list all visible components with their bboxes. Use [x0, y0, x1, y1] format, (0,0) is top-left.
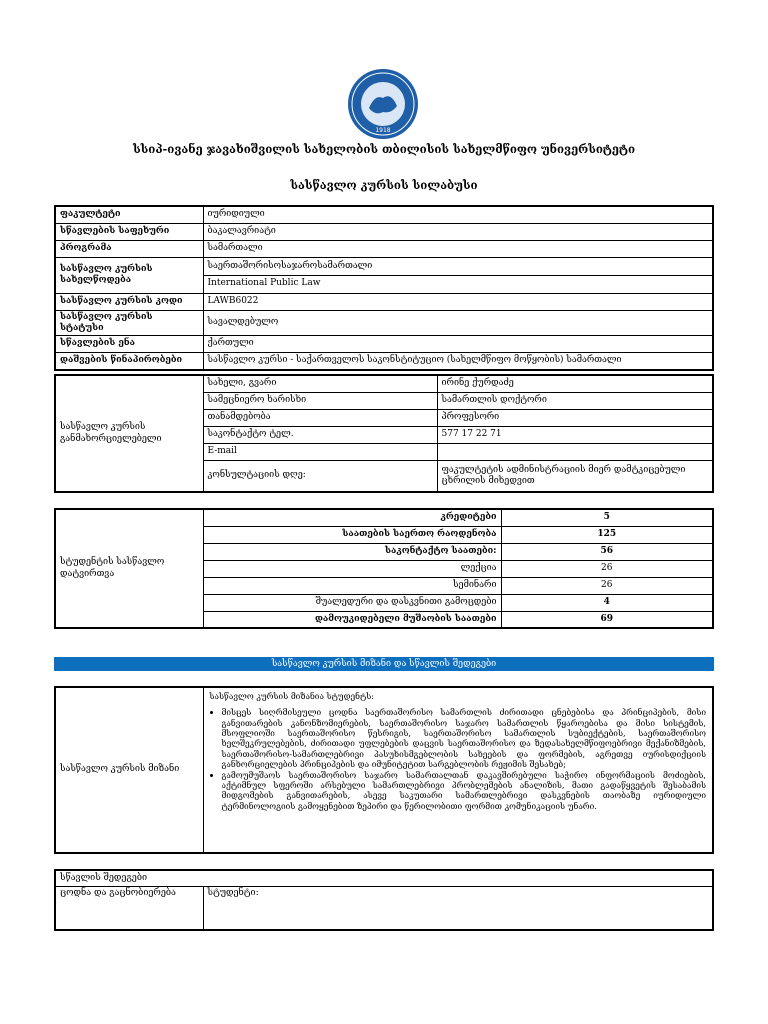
table-row — [55, 240, 713, 257]
prerequisites-value: სასწავლო კურსი - საქართველოს საკონსტიტუციო (სახელმწიფო მოწყობის) სამართალი — [203, 353, 713, 370]
position-label: თანამდებობა — [203, 409, 437, 426]
course-name-ka: საერთაშორისოსაჯაროსამართალი — [204, 259, 713, 275]
table-row — [55, 353, 713, 370]
credits-label: კრედიტები — [203, 509, 501, 526]
lecture-label: ლექცია — [203, 560, 501, 577]
exams-label: შუალედური და დასკვნითი გამოცდები — [203, 594, 501, 611]
phone-label: საკონტაქტო ტელ. — [203, 426, 437, 443]
list-item: • გამოუმუშაოს საერთაშორისო საჯარო სამართალთან დაკავშირებული საჭირო ინფორმაციის მოძიების, აქტიმნულ სფეროში არსებული სამართლებრივი პრობლემების ანალიზის, მათი გადაწყვეტის შესაბამის მიდგომების განვითარების, ასევე საკუთარი სამართლებრივი დასკვნების თაობაზე იურიდიული ტერმინოლოგიის გამოყენებით ზეპირი და წერილობითი ფორმით კომუნიკაციის უნარი. — [222, 770, 707, 811]
table-row — [55, 310, 713, 336]
table-row — [55, 886, 713, 930]
course-info-table — [54, 205, 714, 371]
course-name-en: International Public Law — [207, 277, 321, 288]
table-row — [55, 870, 713, 886]
language-label: სწავლების ენა — [55, 336, 203, 353]
independent-hours-value: 69 — [501, 611, 713, 628]
table-row — [55, 206, 713, 223]
course-goal-label: სასწავლო კურსის მიზანი — [55, 687, 203, 853]
list-item: • მისცეს სიღრმისეული ცოდნა საერთაშორისო სამართლის ძირითადი ცნებებისა და პრინციპების, მისი განვითარების კანონზომიერების, საერთაშორისო საჯარო სამართლის წყაროებისა და მისი სისტემის, მსოფლიოში საერთაშორისო წესრიგის, საერთაშორისო სამართლის სუბიექტების, საერთაშორისო ხელშეკრულებების, ძირითადი უფლებების დაცვის საერთაშორისო და ზედასახელმწიფოებრივი მექანიზმების, საერთაშორისო-სამართლებრივი პასუხისმგებლობის სახეების და ფორმების, აგრეთვე იურისდიქციის განხორციელების პრინციპების და იმუნიტეტით სარგებლობის რეჟიმის შესახებ; — [222, 707, 707, 769]
program-value: სამართალი — [203, 240, 713, 257]
level-value: ბაკალავრიატი — [203, 223, 713, 240]
course-goal-intro: სასწავლო კურსის მიზანია სტუდენტს: — [209, 691, 375, 701]
faculty-label: ფაკულტეტი — [55, 206, 203, 223]
instructor-section-label: სასწავლო კურსის განმახორციელებელი — [55, 375, 203, 492]
course-goal-list — [210, 707, 707, 811]
course-code-value: LAWB6022 — [203, 293, 713, 310]
total-hours-value: 125 — [501, 526, 713, 543]
table-row — [55, 509, 713, 526]
document-title: სასწავლო კურსის სილაბუსი — [290, 178, 478, 192]
learning-outcomes-table — [54, 869, 714, 931]
course-goal-table — [54, 686, 714, 854]
exams-value: 4 — [501, 594, 713, 611]
svg-text:1918: 1918 — [375, 127, 391, 134]
degree-value: სამართლის დოქტორი — [437, 392, 713, 409]
independent-hours-label: დამოუკიდებელი მუშაობის საათები — [203, 611, 501, 628]
position-value: პროფესორი — [437, 409, 713, 426]
credits-value: 5 — [501, 509, 713, 526]
instructor-name-label: სახელი, გვარი — [203, 375, 437, 392]
goals-banner: სასწავლო კურსის მიზანი და სწავლის შედეგები — [54, 657, 714, 671]
total-hours-label: საათების საერთო რაოდენობა — [203, 526, 501, 543]
table-row — [55, 223, 713, 240]
course-status-value: სავალდებულო — [203, 310, 713, 336]
knowledge-value: სტუდენტი: — [203, 886, 713, 930]
course-status-label: სასწავლო კურსის სტატუსი — [55, 310, 203, 336]
language-value: ქართული — [203, 336, 713, 353]
prerequisites-label: დაშვების წინაპირობები — [55, 353, 203, 370]
level-label: სწავლების საფეხური — [55, 223, 203, 240]
lecture-value: 26 — [501, 560, 713, 577]
university-name: სსიპ-ივანე ჯავახიშვილის სახელობის თბილისის სახელმწიფო უნივერსიტეტი — [133, 142, 635, 156]
consultation-value: ფაკულტეტის ადმინისტრაციის მიერ დამტკიცებული ცხრილის მიხედვით — [437, 460, 713, 492]
course-name-label: სასწავლო კურსის სახელწოდება — [55, 257, 203, 293]
table-row — [55, 336, 713, 353]
learning-outcomes-header: სწავლის შედეგები — [55, 870, 713, 886]
faculty-value: იურიდიული — [203, 206, 713, 223]
course-code-label: სასწავლო კურსის კოდი — [55, 293, 203, 310]
instructor-table — [54, 374, 714, 493]
instructor-name-value: ირინე ქურდაძე — [437, 375, 713, 392]
consultation-label: კონსულტაციის დღე: — [203, 460, 437, 492]
university-logo — [347, 68, 419, 140]
table-row — [55, 375, 713, 392]
phone-value: 577 17 22 71 — [437, 426, 713, 443]
table-row — [55, 293, 713, 310]
workload-section-label: სტუდენტის სასწავლო დატვირთვა — [55, 509, 203, 628]
knowledge-label: ცოდნა და გაცნობიერება — [55, 886, 203, 930]
seminar-value: 26 — [501, 577, 713, 594]
email-value — [437, 443, 713, 460]
contact-hours-label: საკონტაქტო საათები: — [203, 543, 501, 560]
contact-hours-value: 56 — [501, 543, 713, 560]
seminar-label: სემინარი — [203, 577, 501, 594]
table-row — [55, 257, 713, 293]
table-row — [55, 687, 713, 853]
degree-label: სამეცნიერო ხარისხი — [203, 392, 437, 409]
email-label: E-mail — [203, 443, 437, 460]
program-label: პროგრამა — [55, 240, 203, 257]
workload-table — [54, 508, 714, 629]
